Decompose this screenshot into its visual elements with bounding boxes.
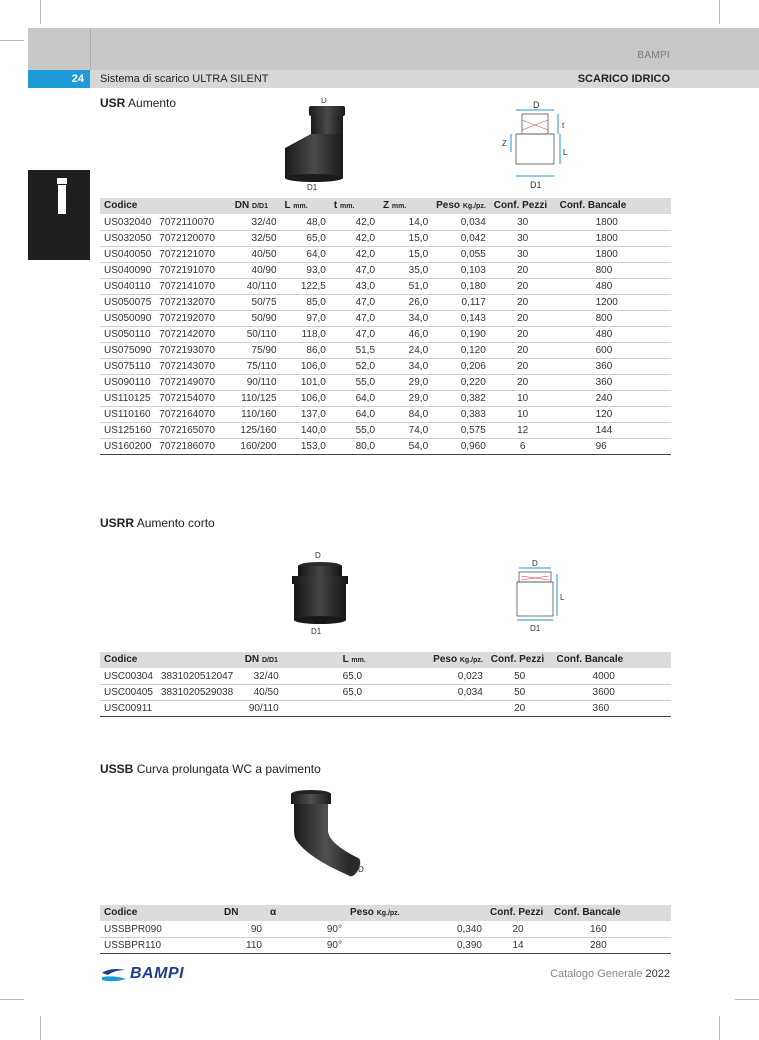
- table-cell: 55,0: [330, 374, 379, 390]
- table-cell: 40/90: [231, 262, 281, 278]
- table-cell: 54,0: [379, 438, 432, 454]
- table-cell: 20: [490, 326, 556, 342]
- table-cell: US032050: [100, 230, 155, 246]
- ussb-table-header: [100, 905, 671, 921]
- table-cell: 1800: [556, 230, 671, 246]
- table-row: [100, 700, 671, 716]
- usrr-col-conf-pezzi: Conf. Pezzi: [487, 652, 553, 668]
- table-row: [100, 214, 671, 230]
- table-cell: 7072110070: [155, 214, 231, 230]
- table-row: [100, 374, 671, 390]
- ussb-col-peso: Peso Kg./pz.: [346, 905, 486, 921]
- usrr-photo-label-d1: D1: [311, 627, 322, 636]
- table-cell: 50/90: [231, 310, 281, 326]
- usrr-code: USRR: [100, 516, 135, 530]
- table-cell: 64,0: [330, 406, 379, 422]
- table-cell: 7072192070: [155, 310, 231, 326]
- usrr-table-header: [100, 652, 671, 668]
- table-cell: 50: [487, 668, 553, 684]
- ussb-col-dn: DN: [220, 905, 266, 921]
- crop-mark: [719, 1016, 720, 1040]
- usrr-col-ean: [157, 652, 241, 668]
- table-cell: [157, 700, 241, 716]
- table-cell: 80,0: [330, 438, 379, 454]
- table-cell: 40/50: [231, 246, 281, 262]
- table-cell: 0,220: [432, 374, 490, 390]
- table-cell: 7072165070: [155, 422, 231, 438]
- table-cell: 90/110: [241, 700, 283, 716]
- usr-product-photo: [275, 98, 365, 193]
- table-cell: 42,0: [330, 230, 379, 246]
- usr-col-conf-bancale: Conf. Bancale: [556, 198, 671, 214]
- table-cell: US110125: [100, 390, 155, 406]
- page-number: 24: [28, 70, 90, 88]
- table-cell: 7072142070: [155, 326, 231, 342]
- table-cell: 120: [556, 406, 671, 422]
- usrr-col-conf-bancale: Conf. Bancale: [553, 652, 671, 668]
- table-cell: 43,0: [330, 278, 379, 294]
- usr-col-peso: Peso Kg./pz.: [432, 198, 490, 214]
- table-cell: 20: [490, 278, 556, 294]
- table-cell: 140,0: [281, 422, 330, 438]
- table-cell: US090110: [100, 374, 155, 390]
- ussb-name: Curva prolungata WC a pavimento: [136, 762, 321, 776]
- usr-technical-drawing: [500, 100, 580, 192]
- table-cell: 106,0: [281, 358, 330, 374]
- table-cell: 101,0: [281, 374, 330, 390]
- table-cell: 10: [490, 390, 556, 406]
- usr-col-conf-pezzi: Conf. Pezzi: [490, 198, 556, 214]
- table-cell: 110/160: [231, 406, 281, 422]
- table-cell: 7072149070: [155, 374, 231, 390]
- table-cell: US075110: [100, 358, 155, 374]
- table-cell: 240: [556, 390, 671, 406]
- table-cell: 0,103: [432, 262, 490, 278]
- usr-heading: [100, 96, 176, 110]
- ussb-col-conf-pezzi: Conf. Pezzi: [486, 905, 550, 921]
- table-cell: 0,340: [346, 921, 486, 937]
- table-cell: 144: [556, 422, 671, 438]
- usr-name: Aumento: [128, 96, 177, 110]
- table-cell: 1800: [556, 214, 671, 230]
- table-cell: US160200: [100, 438, 155, 454]
- table-cell: 14: [486, 937, 550, 953]
- usr-col-code: Codice: [100, 198, 155, 214]
- table-cell: 0,390: [346, 937, 486, 953]
- table-cell: 0,120: [432, 342, 490, 358]
- table-cell: 65,0: [281, 230, 330, 246]
- table-cell: 48,0: [281, 214, 330, 230]
- table-cell: 4000: [553, 668, 671, 684]
- table-cell: 7072141070: [155, 278, 231, 294]
- table-cell: 64,0: [281, 246, 330, 262]
- table-cell: 35,0: [379, 262, 432, 278]
- crop-mark: [0, 999, 24, 1000]
- table-row: [100, 390, 671, 406]
- table-cell: 0,042: [432, 230, 490, 246]
- usrr-col-l: L mm.: [283, 652, 430, 668]
- ussb-code: USSB: [100, 762, 134, 776]
- table-row: [100, 358, 671, 374]
- table-cell: USC00405: [100, 684, 157, 700]
- table-cell: 84,0: [379, 406, 432, 422]
- table-row: [100, 937, 671, 953]
- table-cell: 97,0: [281, 310, 330, 326]
- table-cell: 26,0: [379, 294, 432, 310]
- table-cell: 20: [490, 374, 556, 390]
- table-cell: US040090: [100, 262, 155, 278]
- table-cell: US110160: [100, 406, 155, 422]
- usr-drawing-d: D: [533, 100, 540, 110]
- table-cell: 110: [220, 937, 266, 953]
- table-cell: 12: [490, 422, 556, 438]
- table-row: [100, 230, 671, 246]
- table-cell: 29,0: [379, 374, 432, 390]
- footer-catalog: [550, 968, 670, 980]
- table-cell: 3831020512047: [157, 668, 241, 684]
- section-title: Sistema di scarico ULTRA SILENT: [100, 73, 269, 85]
- ussb-col-alpha: α: [266, 905, 346, 921]
- table-row: [100, 921, 671, 937]
- table-cell: 32/40: [231, 214, 281, 230]
- table-cell: 1800: [556, 246, 671, 262]
- usrr-drawing-d1: D1: [530, 624, 541, 633]
- usrr-col-code: Codice: [100, 652, 157, 668]
- ussb-heading: [100, 762, 321, 776]
- usrr-product-photo: [285, 548, 355, 640]
- table-cell: 1200: [556, 294, 671, 310]
- table-row: [100, 422, 671, 438]
- table-cell: 7072154070: [155, 390, 231, 406]
- table-cell: 10: [490, 406, 556, 422]
- table-cell: 75/110: [231, 358, 281, 374]
- table-cell: [429, 700, 487, 716]
- table-cell: 20: [486, 921, 550, 937]
- usrr-col-peso: Peso Kg./pz.: [429, 652, 487, 668]
- usrr-technical-drawing: [505, 556, 575, 636]
- crop-mark: [40, 0, 41, 24]
- pipe-icon: [56, 178, 68, 214]
- table-cell: 46,0: [379, 326, 432, 342]
- table-cell: 50/110: [231, 326, 281, 342]
- table-cell: 280: [550, 937, 671, 953]
- table-cell: 7072121070: [155, 246, 231, 262]
- table-cell: 34,0: [379, 358, 432, 374]
- table-cell: USSBPR110: [100, 937, 220, 953]
- table-cell: 74,0: [379, 422, 432, 438]
- usr-drawing-d1: D1: [530, 180, 542, 190]
- usr-table: [100, 198, 671, 455]
- table-row: [100, 278, 671, 294]
- table-cell: 600: [556, 342, 671, 358]
- table-row: [100, 684, 671, 700]
- table-row: [100, 246, 671, 262]
- table-row: [100, 342, 671, 358]
- table-cell: 118,0: [281, 326, 330, 342]
- table-cell: 90/110: [231, 374, 281, 390]
- table-cell: 47,0: [330, 262, 379, 278]
- table-cell: [283, 700, 430, 716]
- table-cell: 93,0: [281, 262, 330, 278]
- table-cell: 86,0: [281, 342, 330, 358]
- table-cell: 3600: [553, 684, 671, 700]
- crop-mark: [40, 1016, 41, 1040]
- table-cell: 160/200: [231, 438, 281, 454]
- ussb-photo-label-d: D: [358, 865, 364, 874]
- usr-col-z: Z mm.: [379, 198, 432, 214]
- table-cell: 90: [220, 921, 266, 937]
- table-cell: 52,0: [330, 358, 379, 374]
- table-cell: 0,143: [432, 310, 490, 326]
- table-cell: 34,0: [379, 310, 432, 326]
- table-row: [100, 438, 671, 454]
- side-tab: [28, 170, 103, 260]
- table-cell: US040050: [100, 246, 155, 262]
- table-cell: 30: [490, 230, 556, 246]
- table-row: [100, 294, 671, 310]
- table-cell: 0,117: [432, 294, 490, 310]
- table-cell: 42,0: [330, 214, 379, 230]
- table-cell: 30: [490, 214, 556, 230]
- table-cell: 20: [490, 294, 556, 310]
- table-cell: 7072186070: [155, 438, 231, 454]
- table-cell: 47,0: [330, 310, 379, 326]
- table-cell: 32/40: [241, 668, 283, 684]
- header-band: [28, 28, 759, 70]
- table-cell: 110/125: [231, 390, 281, 406]
- table-cell: 125/160: [231, 422, 281, 438]
- table-cell: 24,0: [379, 342, 432, 358]
- table-cell: 30: [490, 246, 556, 262]
- usrr-heading: [100, 516, 215, 530]
- table-cell: 360: [556, 358, 671, 374]
- footer-catalog-year: 2022: [645, 968, 670, 980]
- table-cell: 64,0: [330, 390, 379, 406]
- table-cell: 0,034: [429, 684, 487, 700]
- table-cell: 7072132070: [155, 294, 231, 310]
- table-cell: 800: [556, 262, 671, 278]
- table-cell: 32/50: [231, 230, 281, 246]
- table-cell: 51,5: [330, 342, 379, 358]
- table-cell: US050090: [100, 310, 155, 326]
- table-cell: 20: [490, 358, 556, 374]
- table-cell: 480: [556, 278, 671, 294]
- table-cell: 50/75: [231, 294, 281, 310]
- table-cell: 15,0: [379, 246, 432, 262]
- table-cell: 137,0: [281, 406, 330, 422]
- usrr-drawing-l: L: [560, 593, 565, 602]
- table-cell: 65,0: [283, 668, 430, 684]
- table-cell: 0,960: [432, 438, 490, 454]
- table-cell: 0,023: [429, 668, 487, 684]
- table-cell: 14,0: [379, 214, 432, 230]
- usr-photo-label-d1: D1: [307, 183, 318, 192]
- table-cell: 40/50: [241, 684, 283, 700]
- table-cell: 50: [487, 684, 553, 700]
- table-cell: USC00304: [100, 668, 157, 684]
- usr-col-l: L mm.: [281, 198, 330, 214]
- usr-code: USR: [100, 96, 126, 110]
- table-row: [100, 326, 671, 342]
- crop-mark: [719, 0, 720, 24]
- table-cell: 0,180: [432, 278, 490, 294]
- table-cell: 7072164070: [155, 406, 231, 422]
- table-cell: 96: [556, 438, 671, 454]
- table-row: [100, 406, 671, 422]
- table-cell: 65,0: [283, 684, 430, 700]
- footer-catalog-label: Catalogo Generale: [550, 968, 643, 980]
- table-cell: 85,0: [281, 294, 330, 310]
- table-cell: 55,0: [330, 422, 379, 438]
- table-cell: 47,0: [330, 326, 379, 342]
- table-cell: US050110: [100, 326, 155, 342]
- table-cell: 360: [556, 374, 671, 390]
- ussb-table: [100, 905, 671, 954]
- table-cell: 47,0: [330, 294, 379, 310]
- table-cell: 7072120070: [155, 230, 231, 246]
- usr-photo-label-d: D: [321, 98, 327, 105]
- table-cell: 800: [556, 310, 671, 326]
- table-cell: 0,575: [432, 422, 490, 438]
- table-cell: USC00911: [100, 700, 157, 716]
- usr-table-header: [100, 198, 671, 214]
- table-cell: 0,034: [432, 214, 490, 230]
- ussb-product-photo: [278, 782, 378, 882]
- table-cell: 40/110: [231, 278, 281, 294]
- table-cell: 0,055: [432, 246, 490, 262]
- usrr-photo-label-d: D: [315, 551, 321, 560]
- usr-col-ean: [155, 198, 231, 214]
- table-cell: US075090: [100, 342, 155, 358]
- usr-drawing-l: L: [563, 148, 568, 157]
- table-cell: 0,382: [432, 390, 490, 406]
- ussb-col-code: Codice: [100, 905, 220, 921]
- table-cell: 51,0: [379, 278, 432, 294]
- table-cell: 75/90: [231, 342, 281, 358]
- header-brand: BAMPI: [637, 50, 670, 61]
- usr-col-dn: DN D/D1: [231, 198, 281, 214]
- table-cell: 106,0: [281, 390, 330, 406]
- table-cell: US050075: [100, 294, 155, 310]
- footer-logo: [100, 965, 190, 985]
- table-cell: 160: [550, 921, 671, 937]
- usr-drawing-z: Z: [502, 139, 507, 148]
- category-title: SCARICO IDRICO: [577, 73, 670, 85]
- usr-drawing-t: t: [562, 121, 565, 130]
- usrr-drawing-d: D: [532, 559, 538, 568]
- usrr-name: Aumento corto: [136, 516, 215, 530]
- bampi-logo-icon: [100, 967, 128, 983]
- table-cell: USSBPR090: [100, 921, 220, 937]
- table-cell: 7072191070: [155, 262, 231, 278]
- table-cell: 15,0: [379, 230, 432, 246]
- ussb-col-conf-bancale: Conf. Bancale: [550, 905, 671, 921]
- table-row: [100, 262, 671, 278]
- table-cell: 480: [556, 326, 671, 342]
- table-cell: 20: [487, 700, 553, 716]
- usrr-table: [100, 652, 671, 717]
- table-cell: 7072193070: [155, 342, 231, 358]
- table-cell: 122,5: [281, 278, 330, 294]
- table-cell: 0,383: [432, 406, 490, 422]
- footer-logo-text: BAMPI: [130, 965, 185, 982]
- usrr-col-dn: DN D/D1: [241, 652, 283, 668]
- table-cell: 3831020529038: [157, 684, 241, 700]
- table-cell: 360: [553, 700, 671, 716]
- table-row: [100, 668, 671, 684]
- table-cell: US040110: [100, 278, 155, 294]
- table-cell: 90°: [266, 937, 346, 953]
- table-cell: 20: [490, 310, 556, 326]
- table-cell: 6: [490, 438, 556, 454]
- table-cell: 20: [490, 342, 556, 358]
- table-cell: US032040: [100, 214, 155, 230]
- side-tab-label: ULTRA SILENT: [92, 176, 103, 252]
- table-cell: 20: [490, 262, 556, 278]
- crop-mark: [735, 999, 759, 1000]
- table-cell: 42,0: [330, 246, 379, 262]
- usr-col-t: t mm.: [330, 198, 379, 214]
- table-cell: 0,190: [432, 326, 490, 342]
- table-cell: 153,0: [281, 438, 330, 454]
- table-cell: 90°: [266, 921, 346, 937]
- table-row: [100, 310, 671, 326]
- crop-mark: [0, 40, 24, 41]
- table-cell: 29,0: [379, 390, 432, 406]
- table-cell: 7072143070: [155, 358, 231, 374]
- table-cell: 0,206: [432, 358, 490, 374]
- table-cell: US125160: [100, 422, 155, 438]
